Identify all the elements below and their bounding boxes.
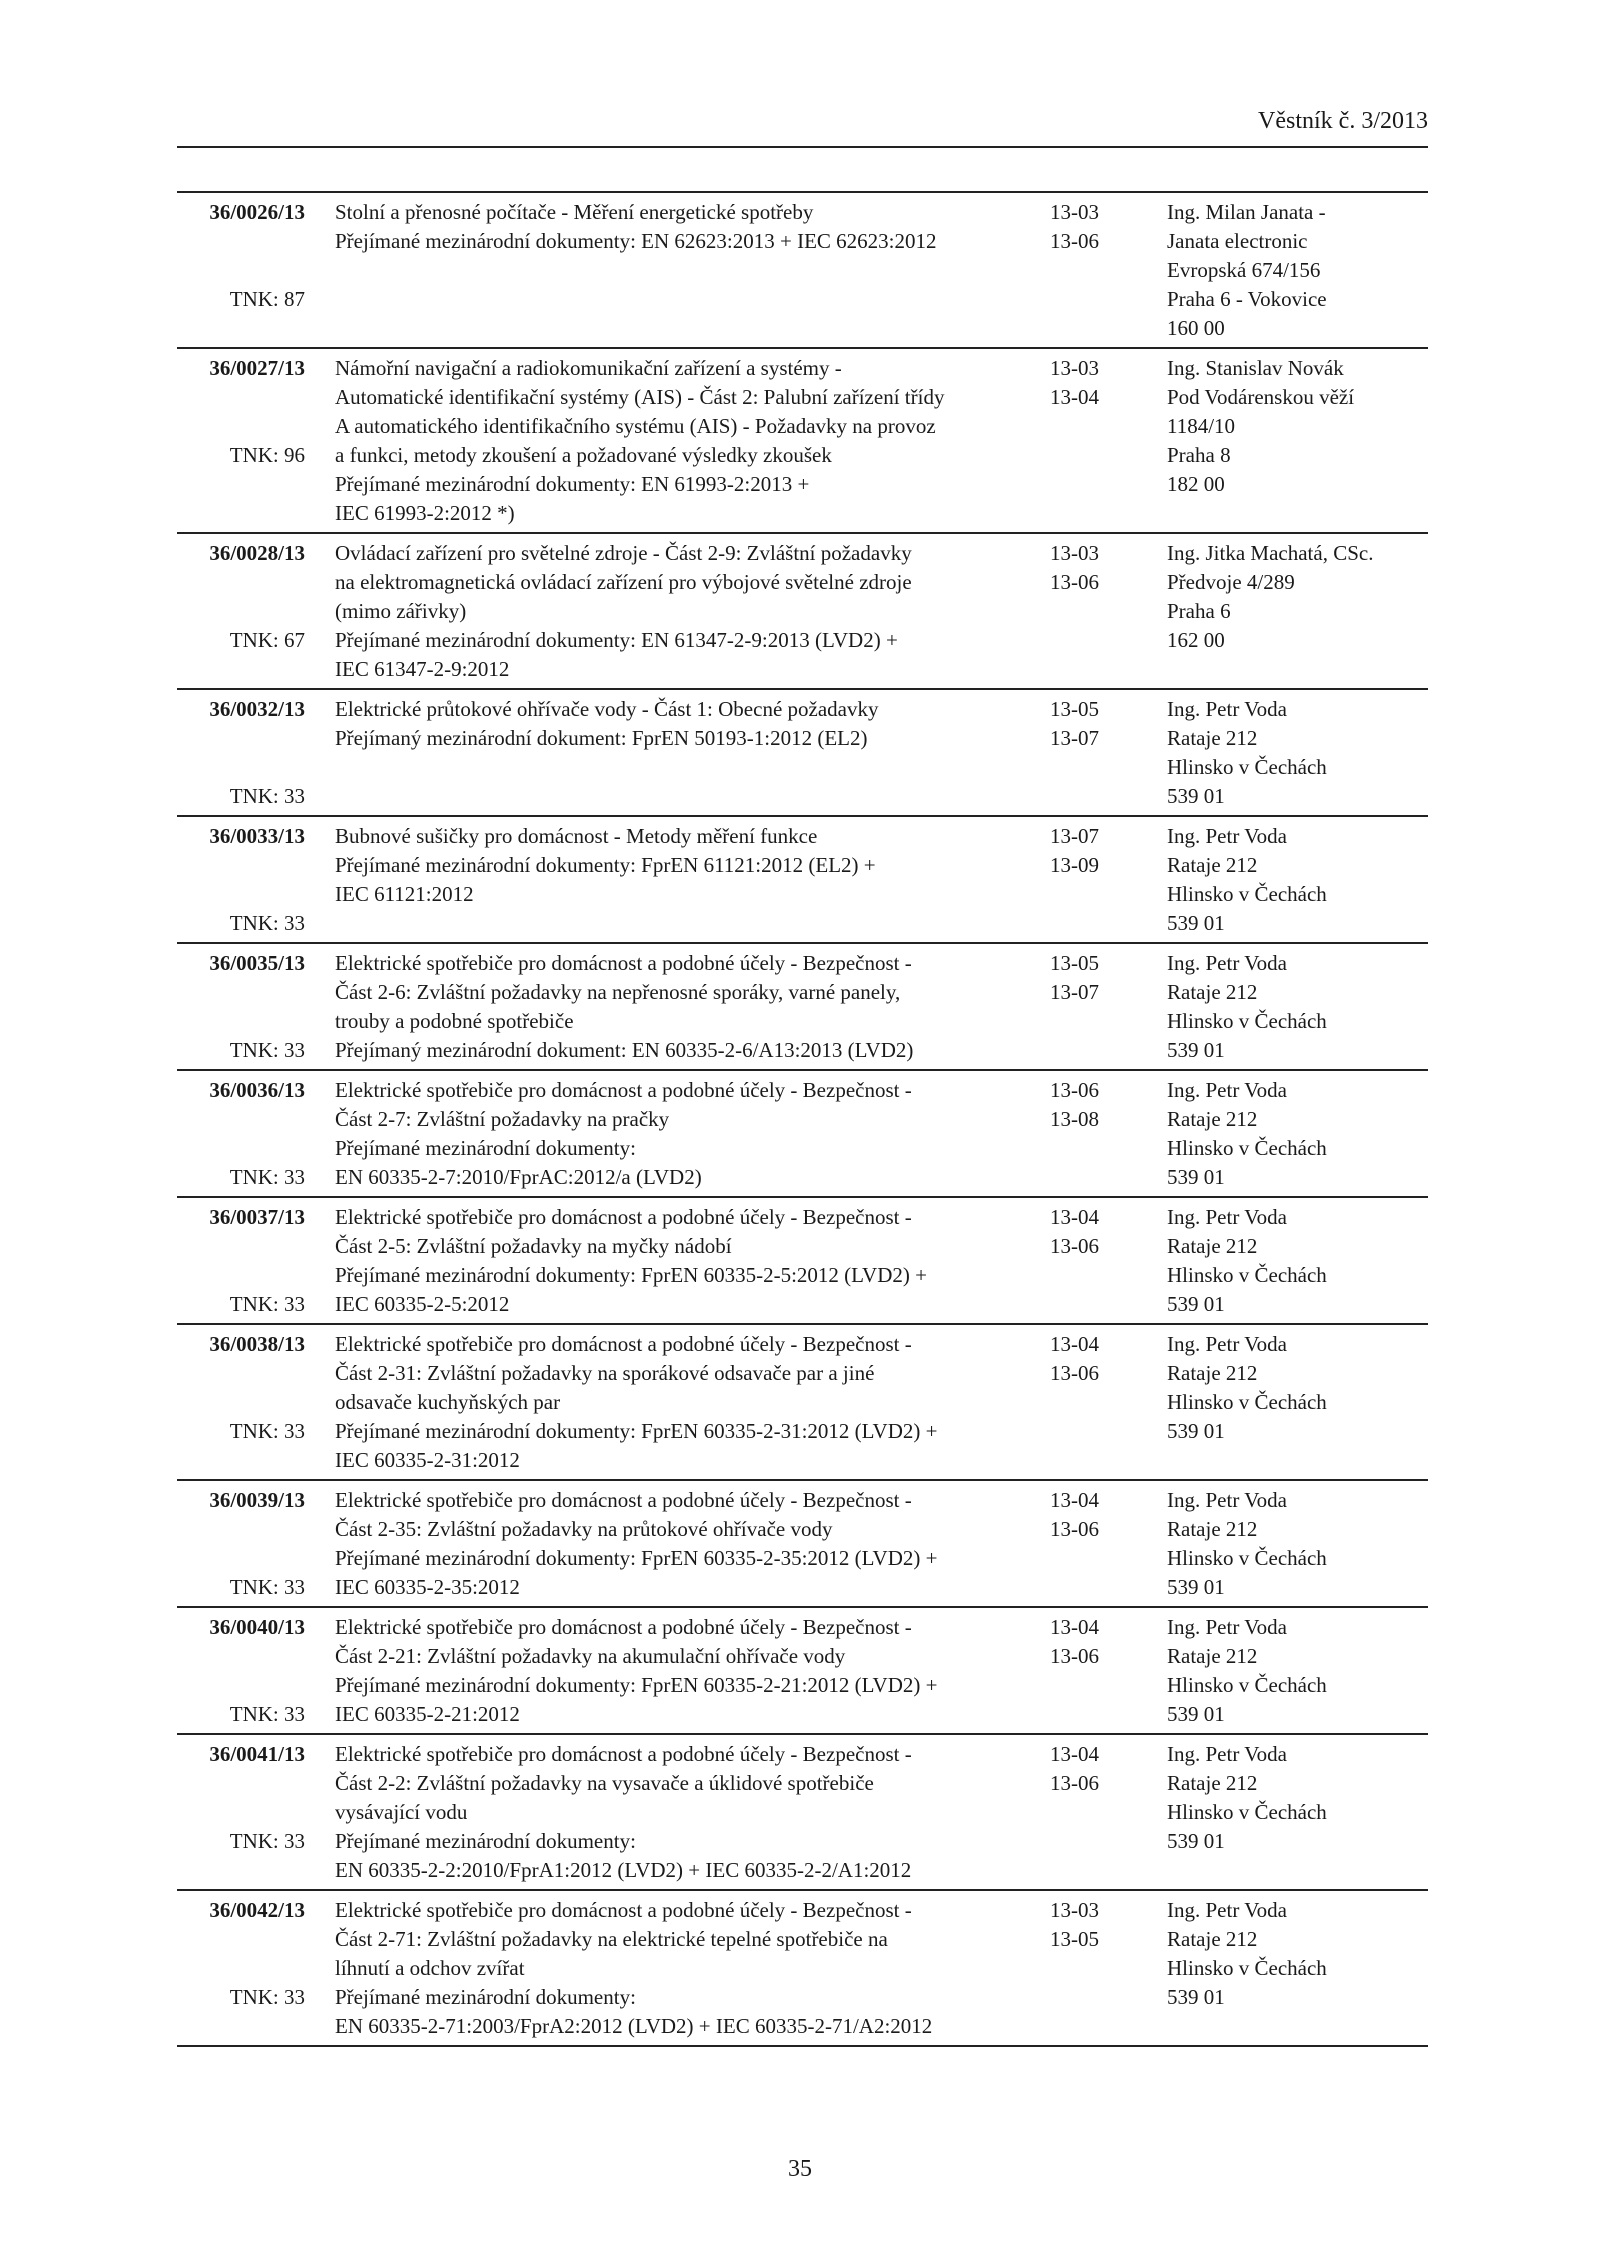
contact-line: Praha 6 - Vokovice: [1167, 287, 1327, 311]
contact-line: 539 01: [1167, 1419, 1225, 1443]
entry-dates: [1042, 1197, 1167, 1324]
date-value: 13-04: [1050, 1205, 1099, 1229]
contact-line: Hlinsko v Čechách: [1167, 755, 1327, 779]
date-value: 13-05: [1050, 697, 1099, 721]
description-line: Elektrické spotřebiče pro domácnost a podobné účely - Bezpečnost -: [335, 1488, 912, 1512]
description-line: Stolní a přenosné počítače - Měření energetické spotřeby: [335, 200, 814, 224]
entry-tnk: TNK: 67: [229, 628, 305, 652]
entry-description: [305, 348, 1042, 533]
contact-line: Předvoje 4/289: [1167, 570, 1295, 594]
contact-line: Ing. Petr Voda: [1167, 1205, 1287, 1229]
entry-tnk: TNK: 33: [229, 1038, 305, 1062]
date-value: 13-06: [1050, 1771, 1099, 1795]
entry-dates: [1042, 689, 1167, 816]
description-line: Námořní navigační a radiokomunikační zařízení a systémy -: [335, 356, 842, 380]
entry-id-cell: [177, 1734, 305, 1890]
entry-dates: [1042, 1734, 1167, 1890]
description-line: Část 2-71: Zvláštní požadavky na elektrické tepelné spotřebiče na: [335, 1927, 888, 1951]
entry-description: [305, 689, 1042, 816]
entry-tnk: TNK: 33: [229, 1165, 305, 1189]
table-row: [177, 1890, 1428, 2046]
date-value: 13-06: [1050, 570, 1099, 594]
entry-dates: [1042, 1324, 1167, 1480]
description-line: IEC 61347-2-9:2012: [335, 657, 510, 681]
description-line: Přejímané mezinárodní dokumenty: EN 61993-2:2013 +: [335, 472, 810, 496]
contact-line: Hlinsko v Čechách: [1167, 1009, 1327, 1033]
entry-number: 36/0028/13: [209, 541, 305, 565]
date-value: 13-09: [1050, 853, 1099, 877]
contact-line: Ing. Petr Voda: [1167, 1332, 1287, 1356]
contact-line: Ing. Petr Voda: [1167, 1615, 1287, 1639]
table-row: [177, 1734, 1428, 1890]
description-line: Část 2-7: Zvláštní požadavky na pračky: [335, 1107, 670, 1131]
description-line: EN 60335-2-7:2010/FprAC:2012/a (LVD2): [335, 1165, 702, 1189]
contact-line: Rataje 212: [1167, 1107, 1258, 1131]
description-line: Automatické identifikační systémy (AIS) - Část 2: Palubní zařízení třídy: [335, 385, 945, 409]
date-value: 13-06: [1050, 1644, 1099, 1668]
description-line: Část 2-31: Zvláštní požadavky na sporákové odsavače par a jiné: [335, 1361, 875, 1385]
contact-line: 539 01: [1167, 911, 1225, 935]
contact-line: 539 01: [1167, 1165, 1225, 1189]
page-number: 35: [788, 2156, 812, 2182]
description-line: IEC 61993-2:2012 *): [335, 501, 515, 525]
entry-dates: [1042, 1607, 1167, 1734]
entry-number: 36/0026/13: [209, 200, 305, 224]
contact-line: 160 00: [1167, 316, 1225, 340]
entry-number: 36/0033/13: [209, 824, 305, 848]
contact-line: Rataje 212: [1167, 1927, 1258, 1951]
entry-id-cell: [177, 1890, 305, 2046]
contact-line: Ing. Petr Voda: [1167, 951, 1287, 975]
description-line: Elektrické spotřebiče pro domácnost a podobné účely - Bezpečnost -: [335, 1332, 912, 1356]
entry-description: [305, 1070, 1042, 1197]
description-line: Část 2-5: Zvláštní požadavky na myčky nádobí: [335, 1234, 732, 1258]
entry-tnk: TNK: 33: [229, 1829, 305, 1853]
entry-number: 36/0039/13: [209, 1488, 305, 1512]
entry-tnk: TNK: 33: [229, 1419, 305, 1443]
entry-contact: [1167, 816, 1428, 943]
table-row: [177, 1070, 1428, 1197]
date-value: 13-06: [1050, 1361, 1099, 1385]
contact-line: Pod Vodárenskou věží: [1167, 385, 1355, 409]
entry-dates: [1042, 1890, 1167, 2046]
entry-contact: [1167, 1324, 1428, 1480]
description-line: A automatického identifikačního systému (AIS) - Požadavky na provoz: [335, 414, 936, 438]
contact-line: Ing. Milan Janata -: [1167, 200, 1326, 224]
description-line: IEC 60335-2-21:2012: [335, 1702, 520, 1726]
contact-line: Ing. Petr Voda: [1167, 824, 1287, 848]
date-value: 13-07: [1050, 726, 1099, 750]
entry-description: [305, 192, 1042, 348]
description-line: Elektrické spotřebiče pro domácnost a podobné účely - Bezpečnost -: [335, 1078, 912, 1102]
description-line: Elektrické průtokové ohřívače vody - Část 1: Obecné požadavky: [335, 697, 879, 721]
entry-description: [305, 1734, 1042, 1890]
entry-number: 36/0041/13: [209, 1742, 305, 1766]
contact-line: Ing. Petr Voda: [1167, 1898, 1287, 1922]
entry-id-cell: [177, 1197, 305, 1324]
description-line: Přejímané mezinárodní dokumenty: FprEN 60335-2-31:2012 (LVD2) +: [335, 1419, 938, 1443]
entry-dates: [1042, 533, 1167, 689]
date-value: 13-03: [1050, 1898, 1099, 1922]
contact-line: Ing. Petr Voda: [1167, 1488, 1287, 1512]
entry-contact: [1167, 1070, 1428, 1197]
description-line: IEC 60335-2-5:2012: [335, 1292, 510, 1316]
description-line: Přejímané mezinárodní dokumenty: FprEN 60335-2-21:2012 (LVD2) +: [335, 1673, 938, 1697]
description-line: odsavače kuchyňských par: [335, 1390, 561, 1414]
description-line: líhnutí a odchov zvířat: [335, 1956, 525, 1980]
standards-table: [177, 191, 1428, 2047]
contact-line: Hlinsko v Čechách: [1167, 1673, 1327, 1697]
description-line: Přejímané mezinárodní dokumenty:: [335, 1829, 636, 1853]
date-value: 13-04: [1050, 1742, 1099, 1766]
date-value: 13-07: [1050, 824, 1099, 848]
date-value: 13-04: [1050, 385, 1099, 409]
entry-description: [305, 1480, 1042, 1607]
contact-line: Rataje 212: [1167, 726, 1258, 750]
contact-line: Rataje 212: [1167, 853, 1258, 877]
entry-description: [305, 943, 1042, 1070]
entry-contact: [1167, 1734, 1428, 1890]
contact-line: 182 00: [1167, 472, 1225, 496]
entry-id-cell: [177, 689, 305, 816]
entry-tnk: TNK: 33: [229, 1292, 305, 1316]
entry-number: 36/0037/13: [209, 1205, 305, 1229]
entry-number: 36/0036/13: [209, 1078, 305, 1102]
description-line: Přejímaný mezinárodní dokument: EN 60335-2-6/A13:2013 (LVD2): [335, 1038, 914, 1062]
date-value: 13-06: [1050, 229, 1099, 253]
entry-number: 36/0038/13: [209, 1332, 305, 1356]
entry-description: [305, 1890, 1042, 2046]
entry-tnk: TNK: 33: [229, 1702, 305, 1726]
description-line: vysávající vodu: [335, 1800, 468, 1824]
date-value: 13-03: [1050, 541, 1099, 565]
contact-line: Rataje 212: [1167, 1771, 1258, 1795]
entry-dates: [1042, 1480, 1167, 1607]
description-line: na elektromagnetická ovládací zařízení pro výbojové světelné zdroje: [335, 570, 912, 594]
entry-dates: [1042, 348, 1167, 533]
date-value: 13-03: [1050, 356, 1099, 380]
description-line: Přejímané mezinárodní dokumenty:: [335, 1985, 636, 2009]
entry-id-cell: [177, 1480, 305, 1607]
contact-line: Rataje 212: [1167, 1517, 1258, 1541]
contact-line: Hlinsko v Čechách: [1167, 1136, 1327, 1160]
entry-contact: [1167, 1197, 1428, 1324]
description-line: Elektrické spotřebiče pro domácnost a podobné účely - Bezpečnost -: [335, 1742, 912, 1766]
contact-line: 1184/10: [1167, 414, 1236, 438]
contact-line: Hlinsko v Čechách: [1167, 882, 1327, 906]
entry-description: [305, 1197, 1042, 1324]
contact-line: Rataje 212: [1167, 1361, 1258, 1385]
description-line: IEC 61121:2012: [335, 882, 474, 906]
description-line: Bubnové sušičky pro domácnost - Metody měření funkce: [335, 824, 818, 848]
table-row: [177, 1607, 1428, 1734]
description-line: Část 2-21: Zvláštní požadavky na akumulační ohřívače vody: [335, 1644, 846, 1668]
description-line: trouby a podobné spotřebiče: [335, 1009, 574, 1033]
entry-contact: [1167, 1890, 1428, 2046]
standards-table-body: [177, 192, 1428, 2046]
date-value: 13-07: [1050, 980, 1099, 1004]
entry-tnk: TNK: 96: [229, 443, 305, 467]
contact-line: 539 01: [1167, 1985, 1225, 2009]
description-line: IEC 60335-2-35:2012: [335, 1575, 520, 1599]
table-row: [177, 1480, 1428, 1607]
entry-contact: [1167, 689, 1428, 816]
entry-dates: [1042, 1070, 1167, 1197]
date-value: 13-06: [1050, 1517, 1099, 1541]
entry-id-cell: [177, 192, 305, 348]
description-line: IEC 60335-2-31:2012: [335, 1448, 520, 1472]
entry-id-cell: [177, 816, 305, 943]
entry-contact: [1167, 943, 1428, 1070]
entry-contact: [1167, 1480, 1428, 1607]
date-value: 13-04: [1050, 1332, 1099, 1356]
date-value: 13-04: [1050, 1488, 1099, 1512]
entry-contact: [1167, 192, 1428, 348]
table-row: [177, 533, 1428, 689]
contact-line: Ing. Petr Voda: [1167, 697, 1287, 721]
entry-tnk: TNK: 33: [229, 1985, 305, 2009]
description-line: Přejímaný mezinárodní dokument: FprEN 50193-1:2012 (EL2): [335, 726, 868, 750]
table-row: [177, 1324, 1428, 1480]
entry-id-cell: [177, 533, 305, 689]
table-row: [177, 348, 1428, 533]
date-value: 13-03: [1050, 200, 1099, 224]
contact-line: Praha 6: [1167, 599, 1231, 623]
date-value: 13-06: [1050, 1078, 1099, 1102]
contact-line: 539 01: [1167, 784, 1225, 808]
contact-line: Hlinsko v Čechách: [1167, 1800, 1327, 1824]
contact-line: Ing. Stanislav Novák: [1167, 356, 1344, 380]
entry-description: [305, 816, 1042, 943]
contact-line: Praha 8: [1167, 443, 1231, 467]
entry-contact: [1167, 533, 1428, 689]
entry-description: [305, 1324, 1042, 1480]
description-line: Část 2-6: Zvláštní požadavky na nepřenosné sporáky, varné panely,: [335, 980, 901, 1004]
entry-id-cell: [177, 1324, 305, 1480]
entry-number: 36/0032/13: [209, 697, 305, 721]
contact-line: Evropská 674/156: [1167, 258, 1321, 282]
contact-line: 162 00: [1167, 628, 1225, 652]
entry-number: 36/0035/13: [209, 951, 305, 975]
entry-id-cell: [177, 1070, 305, 1197]
description-line: EN 60335-2-2:2010/FprA1:2012 (LVD2) + IEC 60335-2-2/A1:2012: [335, 1858, 912, 1882]
description-line: Elektrické spotřebiče pro domácnost a podobné účely - Bezpečnost -: [335, 1615, 912, 1639]
description-line: Přejímané mezinárodní dokumenty: FprEN 60335-2-35:2012 (LVD2) +: [335, 1546, 938, 1570]
entry-tnk: TNK: 87: [229, 287, 305, 311]
entry-dates: [1042, 943, 1167, 1070]
table-row: [177, 1197, 1428, 1324]
entry-number: 36/0040/13: [209, 1615, 305, 1639]
description-line: Přejímané mezinárodní dokumenty:: [335, 1136, 636, 1160]
description-line: Přejímané mezinárodní dokumenty: EN 61347-2-9:2013 (LVD2) +: [335, 628, 898, 652]
contact-line: Rataje 212: [1167, 1234, 1258, 1258]
table-row: [177, 192, 1428, 348]
description-line: Elektrické spotřebiče pro domácnost a podobné účely - Bezpečnost -: [335, 1205, 912, 1229]
bulletin-title: Věstník č. 3/2013: [1258, 108, 1428, 134]
entry-description: [305, 533, 1042, 689]
description-line: Ovládací zařízení pro světelné zdroje - Část 2-9: Zvláštní požadavky: [335, 541, 912, 565]
date-value: 13-04: [1050, 1615, 1099, 1639]
entry-contact: [1167, 348, 1428, 533]
contact-line: 539 01: [1167, 1038, 1225, 1062]
contact-line: Janata electronic: [1167, 229, 1308, 253]
date-value: 13-05: [1050, 1927, 1099, 1951]
description-line: (mimo zářivky): [335, 599, 467, 623]
entry-id-cell: [177, 943, 305, 1070]
entry-dates: [1042, 816, 1167, 943]
contact-line: Ing. Petr Voda: [1167, 1742, 1287, 1766]
contact-line: Ing. Jitka Machatá, CSc.: [1167, 541, 1374, 565]
contact-line: Rataje 212: [1167, 1644, 1258, 1668]
table-row: [177, 816, 1428, 943]
entry-contact: [1167, 1607, 1428, 1734]
date-value: 13-05: [1050, 951, 1099, 975]
contact-line: Hlinsko v Čechách: [1167, 1263, 1327, 1287]
contact-line: Hlinsko v Čechách: [1167, 1390, 1327, 1414]
header-divider: [177, 146, 1428, 148]
table-row: [177, 689, 1428, 816]
description-line: EN 60335-2-71:2003/FprA2:2012 (LVD2) + IEC 60335-2-71/A2:2012: [335, 2014, 933, 2038]
description-line: Přejímané mezinárodní dokumenty: EN 62623:2013 + IEC 62623:2012: [335, 229, 937, 253]
description-line: Část 2-2: Zvláštní požadavky na vysavače a úklidové spotřebiče: [335, 1771, 874, 1795]
description-line: a funkci, metody zkoušení a požadované výsledky zkoušek: [335, 443, 832, 467]
contact-line: 539 01: [1167, 1829, 1225, 1853]
contact-line: Hlinsko v Čechách: [1167, 1546, 1327, 1570]
description-line: Přejímané mezinárodní dokumenty: FprEN 61121:2012 (EL2) +: [335, 853, 876, 877]
date-value: 13-06: [1050, 1234, 1099, 1258]
contact-line: 539 01: [1167, 1575, 1225, 1599]
table-row: [177, 943, 1428, 1070]
entry-number: 36/0027/13: [209, 356, 305, 380]
entry-id-cell: [177, 348, 305, 533]
contact-line: Ing. Petr Voda: [1167, 1078, 1287, 1102]
contact-line: 539 01: [1167, 1292, 1225, 1316]
description-line: Přejímané mezinárodní dokumenty: FprEN 60335-2-5:2012 (LVD2) +: [335, 1263, 927, 1287]
contact-line: Hlinsko v Čechách: [1167, 1956, 1327, 1980]
contact-line: 539 01: [1167, 1702, 1225, 1726]
entry-dates: [1042, 192, 1167, 348]
entry-tnk: TNK: 33: [229, 1575, 305, 1599]
date-value: 13-08: [1050, 1107, 1099, 1131]
description-line: Elektrické spotřebiče pro domácnost a podobné účely - Bezpečnost -: [335, 1898, 912, 1922]
entry-tnk: TNK: 33: [229, 911, 305, 935]
entry-number: 36/0042/13: [209, 1898, 305, 1922]
entry-tnk: TNK: 33: [229, 784, 305, 808]
contact-line: Rataje 212: [1167, 980, 1258, 1004]
description-line: Část 2-35: Zvláštní požadavky na průtokové ohřívače vody: [335, 1517, 833, 1541]
entry-id-cell: [177, 1607, 305, 1734]
entry-description: [305, 1607, 1042, 1734]
description-line: Elektrické spotřebiče pro domácnost a podobné účely - Bezpečnost -: [335, 951, 912, 975]
